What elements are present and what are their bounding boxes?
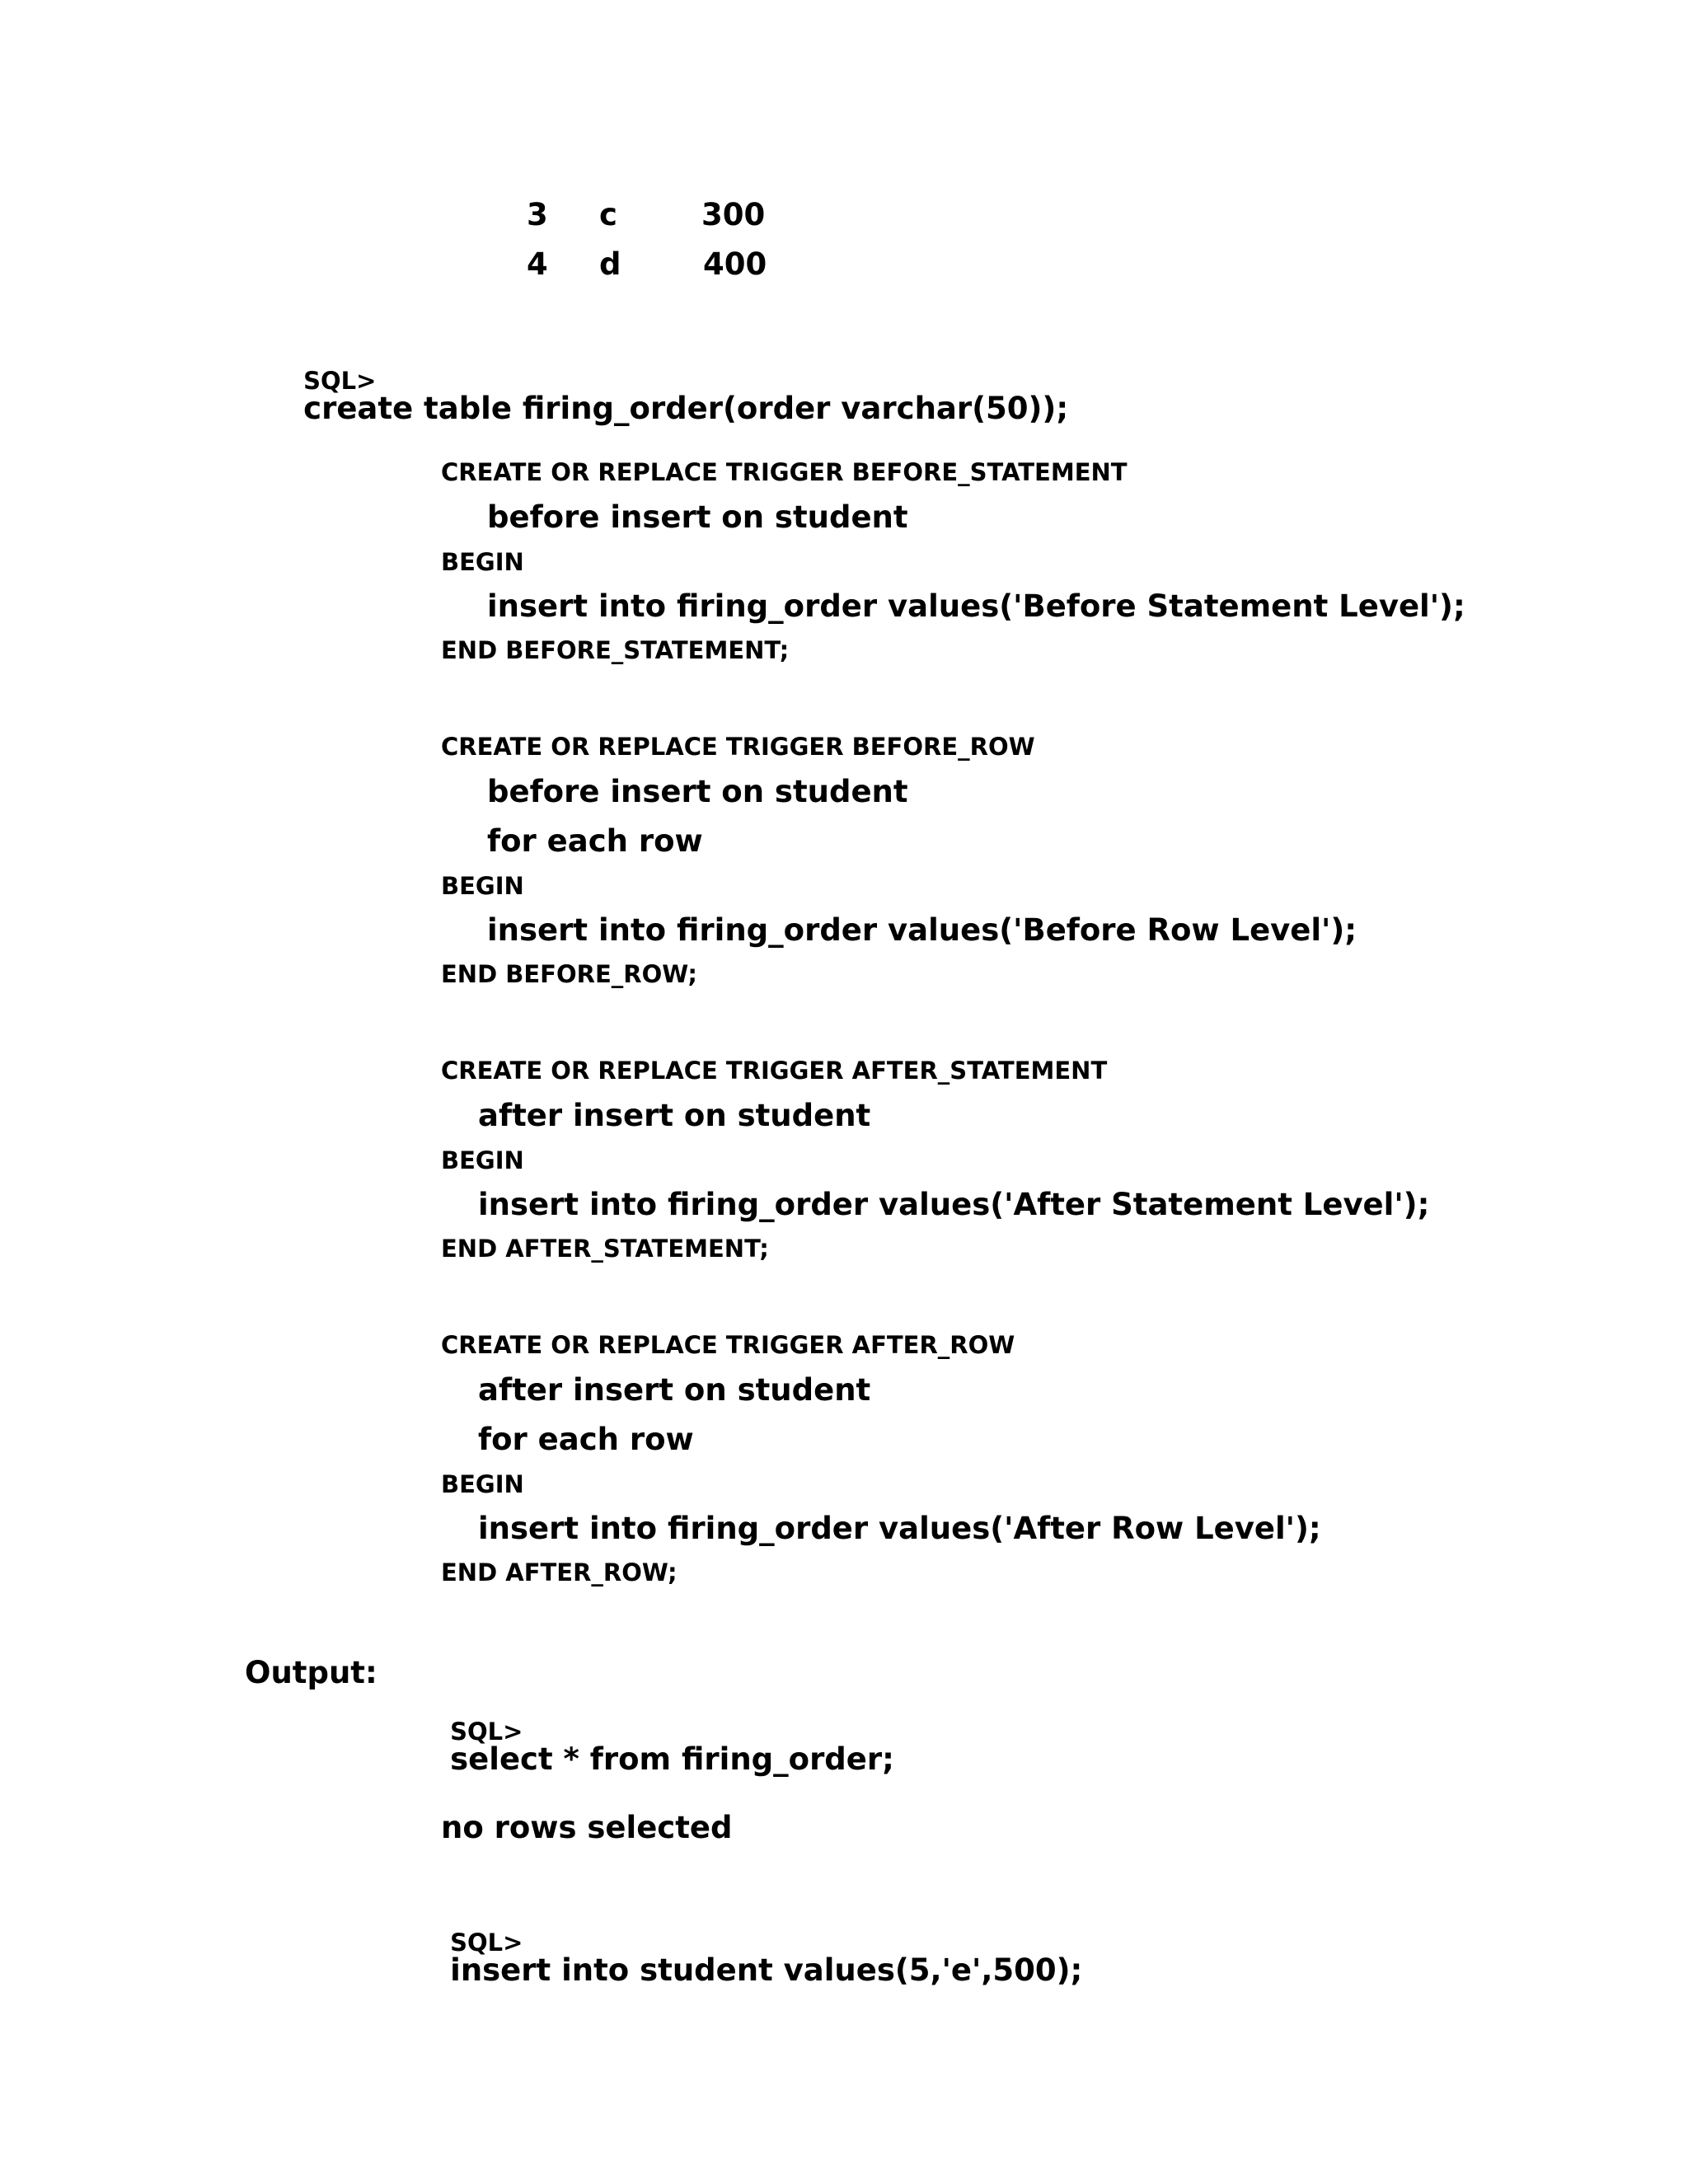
before-statement-header: CREATE OR REPLACE TRIGGER BEFORE_STATEMENT xyxy=(441,458,1128,486)
after-statement-body: insert into firing_order values('After Statement Level'); xyxy=(478,1187,1430,1222)
insert-command: insert into student values(5,'e',500); xyxy=(450,1952,1083,1988)
before-row-begin: BEGIN xyxy=(441,872,524,900)
after-statement-header: CREATE OR REPLACE TRIGGER AFTER_STATEMENT xyxy=(441,1057,1108,1085)
row-4-name: d xyxy=(599,246,621,282)
sql-prompt: SQL> xyxy=(450,1929,523,1957)
before-row-end: END BEFORE_ROW; xyxy=(441,960,697,988)
after-row-event: after insert on student xyxy=(478,1372,871,1408)
row-3-marks: 300 xyxy=(701,197,766,232)
after-row-body: insert into firing_order values('After Row Level'); xyxy=(478,1511,1321,1546)
row-4-marks: 400 xyxy=(703,246,767,282)
before-row-for-each: for each row xyxy=(487,823,703,859)
after-statement-event: after insert on student xyxy=(478,1098,871,1133)
output-label: Output: xyxy=(245,1655,377,1690)
select-command: select * from firing_order; xyxy=(450,1741,894,1777)
insert-line xyxy=(441,1918,1083,1988)
before-statement-body: insert into firing_order values('Before Statement Level'); xyxy=(487,588,1465,624)
before-row-body: insert into firing_order values('Before Row Level'); xyxy=(487,912,1357,948)
after-row-begin: BEGIN xyxy=(441,1470,524,1498)
before-statement-begin: BEGIN xyxy=(441,548,524,576)
before-row-event: before insert on student xyxy=(487,774,908,809)
after-row-end: END AFTER_ROW; xyxy=(441,1558,678,1586)
before-statement-end: END BEFORE_STATEMENT; xyxy=(441,636,790,664)
after-row-header: CREATE OR REPLACE TRIGGER AFTER_ROW xyxy=(441,1331,1015,1359)
query-result: no rows selected xyxy=(441,1810,733,1845)
after-statement-begin: BEGIN xyxy=(441,1146,524,1174)
before-statement-event: before insert on student xyxy=(487,499,908,535)
after-row-for-each: for each row xyxy=(478,1422,694,1457)
create-table-command: create table firing_order(order varchar(50)); xyxy=(303,391,1069,426)
row-3-name: c xyxy=(599,197,617,232)
after-statement-end: END AFTER_STATEMENT; xyxy=(441,1235,769,1263)
sql-prompt: SQL> xyxy=(303,367,377,395)
sql-prompt: SQL> xyxy=(450,1718,523,1746)
select-line xyxy=(441,1707,894,1777)
create-table-line xyxy=(294,356,1068,424)
row-4-id: 4 xyxy=(527,246,548,282)
row-3-id: 3 xyxy=(527,197,548,232)
before-row-header: CREATE OR REPLACE TRIGGER BEFORE_ROW xyxy=(441,733,1035,761)
